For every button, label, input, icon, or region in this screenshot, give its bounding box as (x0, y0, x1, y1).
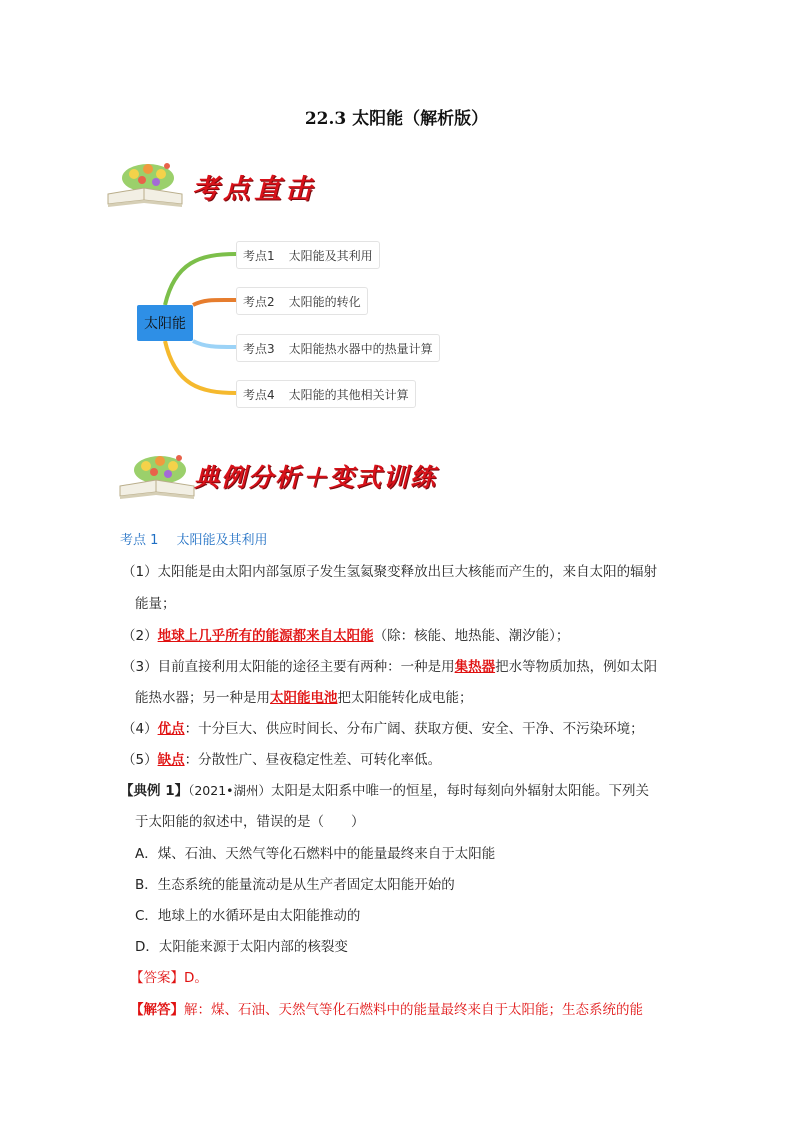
point-num: （5） (122, 752, 158, 768)
node-key: 考点2 (243, 294, 275, 309)
section-title: 太阳能及其利用 (176, 533, 268, 548)
example-source: （2021•湖州） (188, 783, 272, 798)
point-5-highlight: 缺点 (157, 752, 185, 768)
point-3-line-1 (122, 655, 657, 675)
option-a: A．煤、石油、天然气等化石燃料中的能量最终来自于太阳能 (135, 846, 496, 862)
point-2-highlight: 地球上几乎所有的能源都来自太阳能 (157, 628, 374, 644)
analysis-tag: 【解答】 (130, 1002, 184, 1018)
example-question: 太阳是太阳系中唯一的恒星，每时每刻向外辐射太阳能。下列关 (271, 783, 650, 799)
example-question-line-1 (120, 779, 649, 799)
node-label: 太阳能的其他相关计算 (288, 387, 409, 402)
point-1-line-1: （1）太阳能是由太阳内部氢原子发生氢氦聚变释放出巨大核能而产生的，来自太阳的辐射 (122, 564, 658, 580)
point-3-text: 能热水器；另一种是用 (135, 690, 270, 706)
mindmap-node-2 (236, 287, 368, 315)
mindmap-node-1 (236, 241, 380, 269)
point-3-highlight-collector: 集热器 (454, 659, 496, 675)
connector-2 (193, 300, 236, 305)
point-4-highlight: 优点 (157, 721, 185, 737)
point-3-text: （3）目前直接利用太阳能的途径主要有两种：一种是用 (122, 659, 455, 675)
connector-3 (193, 341, 236, 347)
book-flower-icon (116, 452, 198, 502)
answer-value: D。 (184, 970, 208, 986)
banner-dianli-fenxi: 典例分析＋变式训练 (194, 463, 438, 492)
example-question-line-2: 于太阳能的叙述中，错误的是（ ） (135, 814, 365, 830)
point-4-text: ：十分巨大、供应时间长、分布广阔、获取方便、安全、干净、不污染环境； (184, 721, 644, 737)
node-label: 太阳能及其利用 (288, 248, 373, 263)
point-3-text: 把水等物质加热，例如太阳 (495, 659, 658, 675)
answer-tag: 【答案】 (130, 970, 184, 986)
answer-line (130, 966, 208, 986)
point-5 (122, 748, 441, 768)
point-3-text: 把太阳能转化成电能； (337, 690, 473, 706)
analysis-line (130, 998, 643, 1018)
analysis-text: 解：煤、石油、天然气等化石燃料中的能量最终来自于太阳能；生态系统的能 (184, 1002, 643, 1018)
document-title: 22.3 太阳能（解析版） (304, 109, 489, 129)
point-2 (122, 624, 569, 644)
point-2-text: （除：核能、地热能、潮汐能）； (373, 628, 570, 644)
node-key: 考点1 (243, 248, 275, 263)
banner-kaodian-zhiji: 考点直击 (192, 174, 316, 205)
section-heading (120, 529, 268, 548)
option-d: D．太阳能来源于太阳内部的核裂变 (135, 939, 348, 955)
node-label: 太阳能的转化 (288, 294, 361, 309)
section-label: 考点 1 (120, 533, 159, 548)
option-c: C．地球上的水循环是由太阳能推动的 (135, 908, 361, 924)
example-tag: 【典例 1】 (120, 783, 189, 799)
node-key: 考点4 (243, 387, 275, 402)
option-b: B．生态系统的能量流动是从生产者固定太阳能开始的 (135, 877, 455, 893)
mindmap-node-3 (236, 334, 440, 362)
point-4 (122, 717, 644, 737)
mindmap-node-4 (236, 380, 416, 408)
point-5-text: ：分散性广、昼夜稳定性差、可转化率低。 (184, 752, 442, 768)
mindmap-root: 太阳能 (137, 305, 193, 341)
node-key: 考点3 (243, 341, 275, 356)
point-1-line-2: 能量； (135, 596, 176, 612)
connector-1 (165, 254, 236, 305)
point-3-highlight-cell: 太阳能电池 (270, 690, 338, 706)
node-label: 太阳能热水器中的热量计算 (288, 341, 433, 356)
point-num: （2） (122, 628, 158, 644)
point-3-line-2 (135, 686, 473, 706)
point-num: （4） (122, 721, 158, 737)
mindmap-connectors (0, 0, 793, 440)
